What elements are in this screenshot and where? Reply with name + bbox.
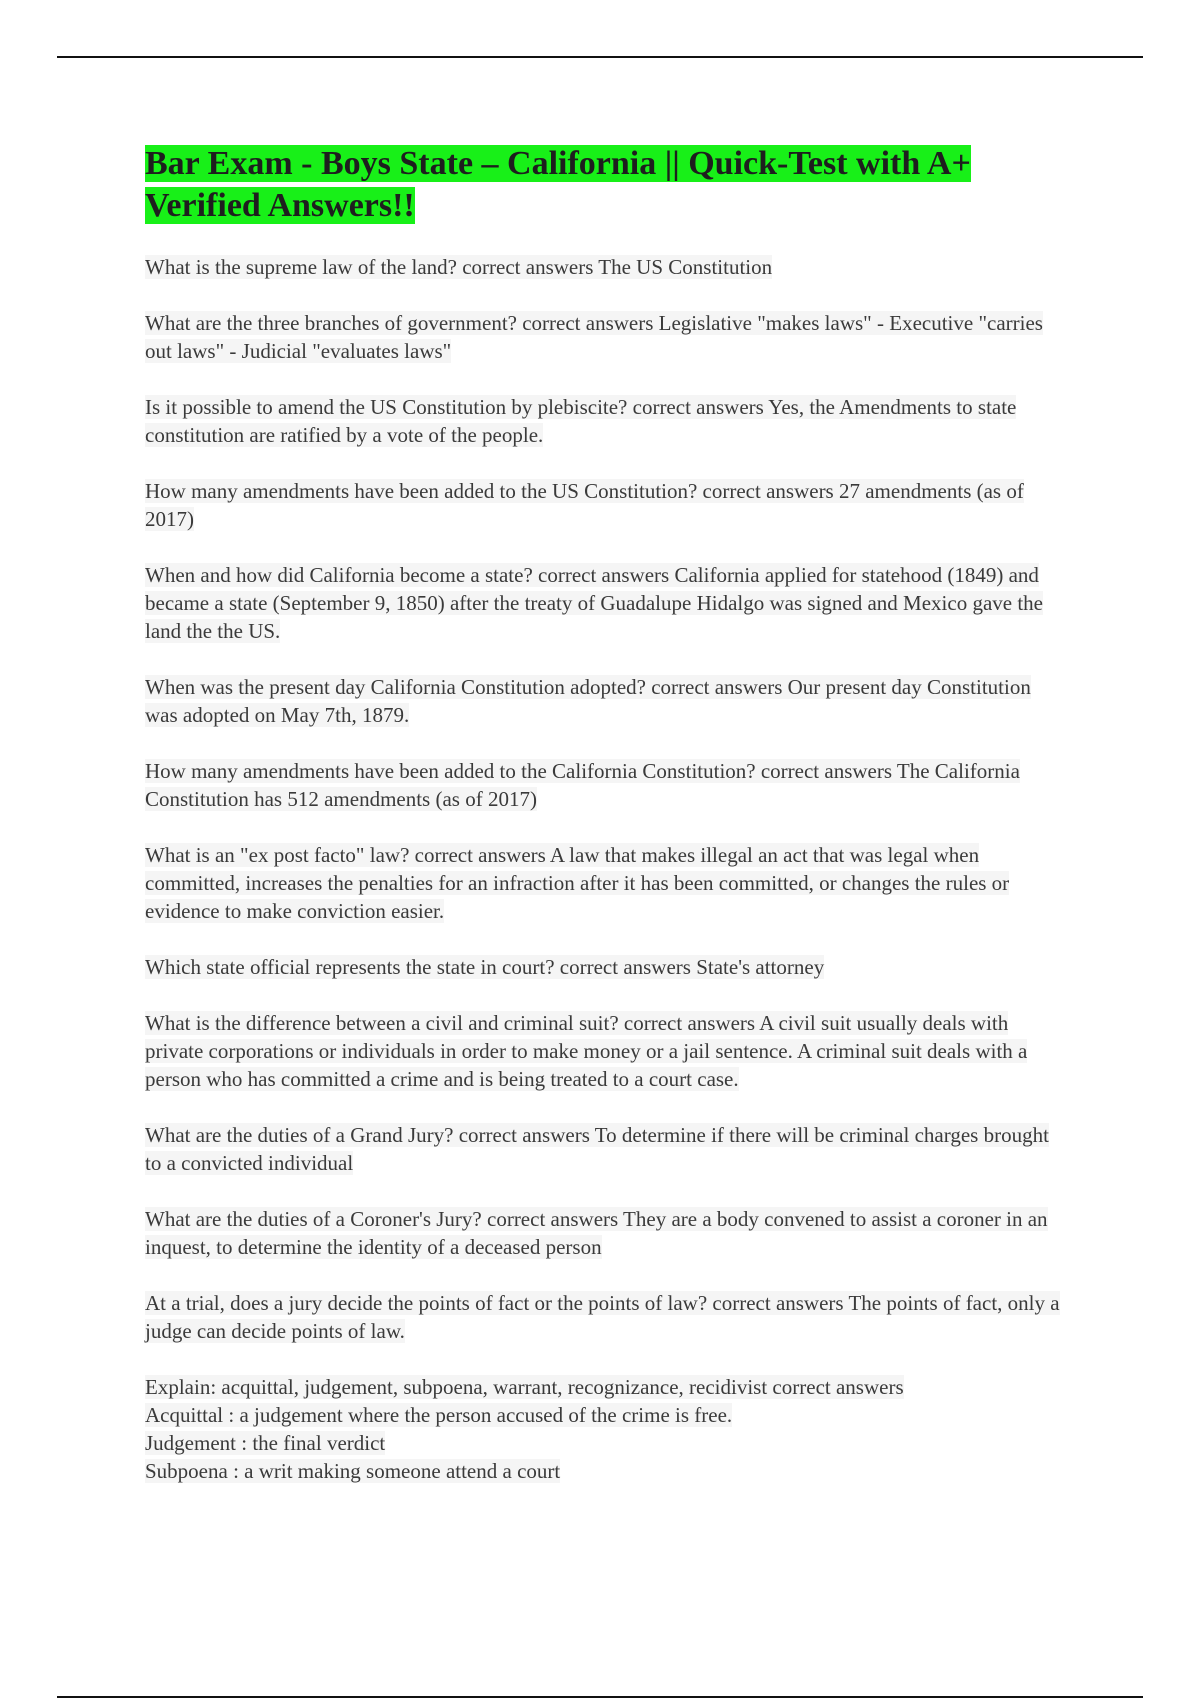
qa-item: What is the supreme law of the land? correct answers The US Constitution [145,255,773,279]
qa-item: Is it possible to amend the US Constitution by plebiscite? correct answers Yes, the Amendments to state constitution are ratified by a vote of the people. [145,395,1017,447]
bottom-rule [57,1696,1143,1698]
qa-item: What are the duties of a Grand Jury? correct answers To determine if there will be criminal charges brought to a convicted individual [145,1123,1049,1175]
qa-item: What are the duties of a Coroner's Jury? correct answers They are a body convened to assist a coroner in an inquest, to determine the identity of a deceased person [145,1207,1048,1259]
top-rule [57,56,1143,58]
qa-item: When and how did California become a state? correct answers California applied for statehood (1849) and became a state (September 9, 1850) after the treaty of Guadalupe Hidalgo was signed and Mexico gave the land the the US. [145,563,1043,643]
qa-item: Which state official represents the state in court? correct answers State's attorney [145,955,825,979]
qa-item: How many amendments have been added to the US Constitution? correct answers 27 amendments (as of 2017) [145,479,1024,531]
qa-item: What are the three branches of government? correct answers Legislative "makes laws" - Executive "carries out laws" - Judicial "evaluates laws" [145,311,1043,363]
document-title: Bar Exam - Boys State – California || Quick-Test with A+ Verified Answers!! [145,145,971,224]
qa-item: What is the difference between a civil and criminal suit? correct answers A civil suit usually deals with private corporations or individuals in order to make money or a jail sentence. A criminal suit deals with a person who has committed a crime and is being treated to a court case. [145,1011,1028,1091]
qa-item: What is an "ex post facto" law? correct answers A law that makes illegal an act that was legal when committed, increases the penalties for an infraction after it has been committed, or changes the rules or evidence to make conviction easier. [145,843,1010,923]
qa-item: At a trial, does a jury decide the points of fact or the points of law? correct answers The points of fact, only a judge can decide points of law. [145,1291,1060,1343]
qa-item: When was the present day California Constitution adopted? correct answers Our present day Constitution was adopted on May 7th, 1879. [145,675,1031,727]
qa-item: How many amendments have been added to the California Constitution? correct answers The California Constitution has 512 amendments (as of 2017) [145,759,1020,811]
qa-item: Explain: acquittal, judgement, subpoena, warrant, recognizance, recidivist correct answers Acquittal : a judgement where the person accused of the crime is free. Judgement : the final verdict Subpoena : a writ making someone attend a court [145,1375,904,1483]
document-body [145,143,1065,1513]
